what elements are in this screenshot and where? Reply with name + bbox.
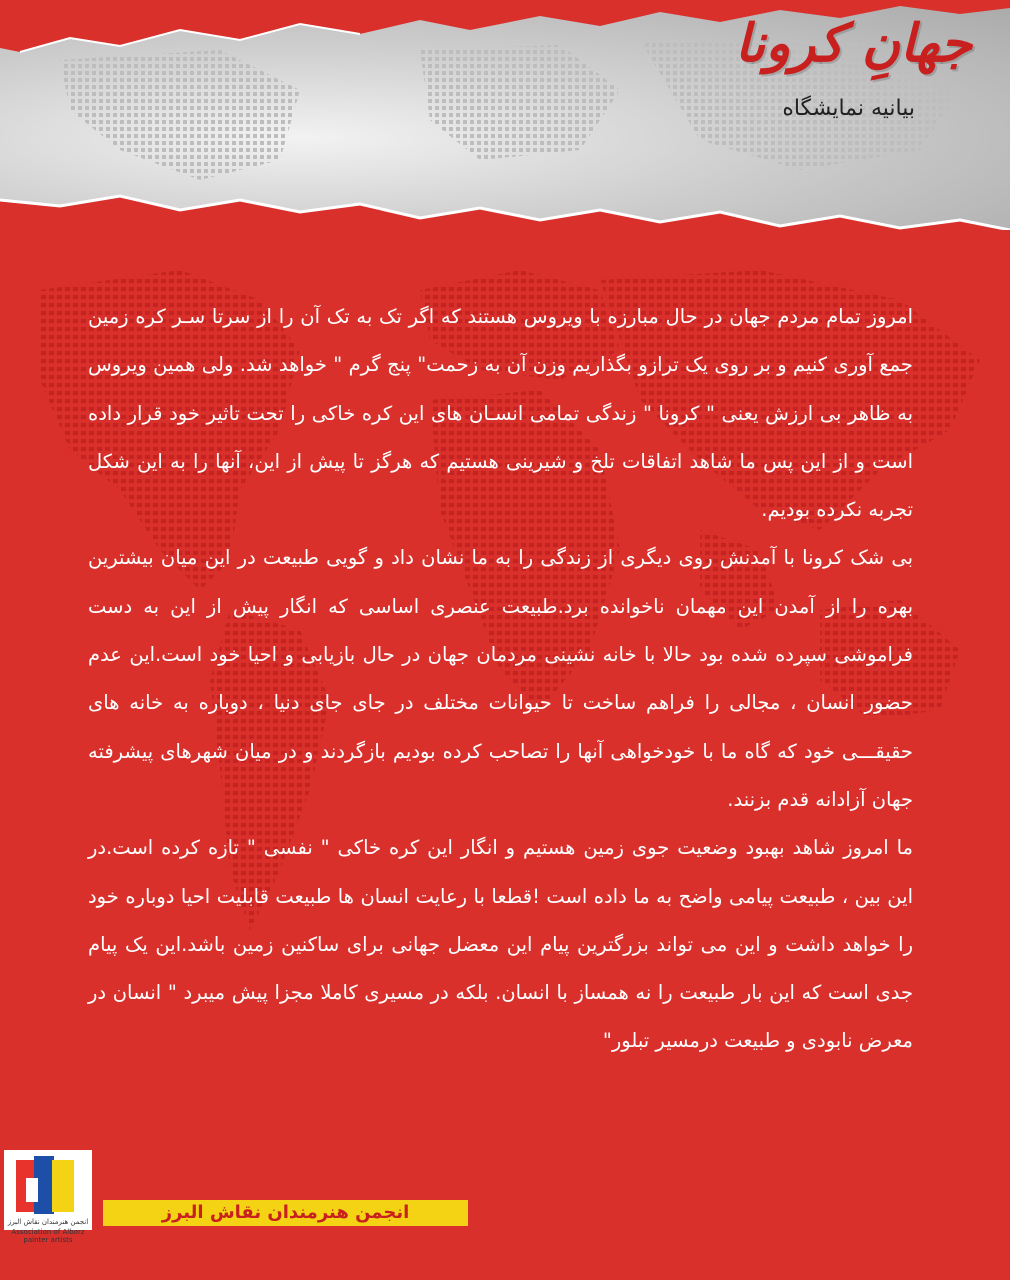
logo-caption-fa: انجمن هنرمندان نقاش البرز [7, 1218, 89, 1226]
logo-brushstrokes-icon [4, 1150, 92, 1230]
page-subtitle: بیانیه نمایشگاه [782, 96, 915, 121]
statement-paragraph: ما امروز شاهد بهبود وضعیت جوی زمین هستیم و انگار این کره خاکی " نفسی " تازه کرده است.در این بین ، طبیعت پیامی واضح به ما داده است !قطعا با رعایت انسان ها طبیعت قابلیت احیا دوباره خود را خواهد داشت و این می تواند بزرگترین پیام این معضل جهانی برای ساکنین زمین باشد.این یک پیام جدی است که این بار طبیعت را نه همساز با انسان. بلکه در مسیری کاملا مجزا پیش میبرد " انسان در معرض نابودی و طبیعت درمسیر تبلور" [88, 836, 913, 1053]
torn-paper-bottom-edge [0, 160, 1010, 230]
exhibition-statement [88, 293, 913, 1066]
page-title: جهانِ کرونا [734, 14, 972, 74]
statement-paragraph: بی شک کرونا با آمدنش روی دیگری از زندگی را به ما نشان داد و گویی طبیعت در این میان بیشترین بهره را از آمدن این مهمان ناخوانده برد.طبیعت عنصری اساسی که انگار پیش از این به دست فراموشی سپرده شده بود حالا با خانه نشینی مردمان جهان در حال بازیابی و احیا خود است.این عدم حضور انسان ، مجالی را فراهم ساخت تا حیوانات مختلف در جای جای دنیا ، دوباره به خانه های حقیقـــی خود که گاه ما با خودخواهی آنها را تصاحب کرده بودیم بازگردند و در میان شهرهای پیشرفته جهان آزادانه قدم بزنند. [88, 546, 913, 811]
association-logo [4, 1150, 92, 1230]
statement-paragraph: امروز تمام مردم جهان در حال مبارزه با ویروس هستند که اگر تک به تک آن را از سرتا سـر کره زمین جمع آوری کنیم و بر روی یک ترازو بگذاریم وزن آن به زحمت" پنج گرم " خواهد شد. ولی همین ویروس به ظاهر بی ارزش یعنی " کرونا " زندگی تمامی انسـان های این کره خاکی را تحت تاثیر خود قرار داده است و از این پس ما شاهد اتفاقات تلخ و شیرینی هستیم که هرگز تا پیش از این، آنها را به این شکل تجربه نکرده بودیم. [88, 305, 913, 522]
association-name-badge: انجمن هنرمندان نقاش البرز [103, 1200, 468, 1226]
logo-caption-en: Association of Alborz painter artists [11, 1228, 85, 1244]
header-banner [0, 0, 1010, 230]
